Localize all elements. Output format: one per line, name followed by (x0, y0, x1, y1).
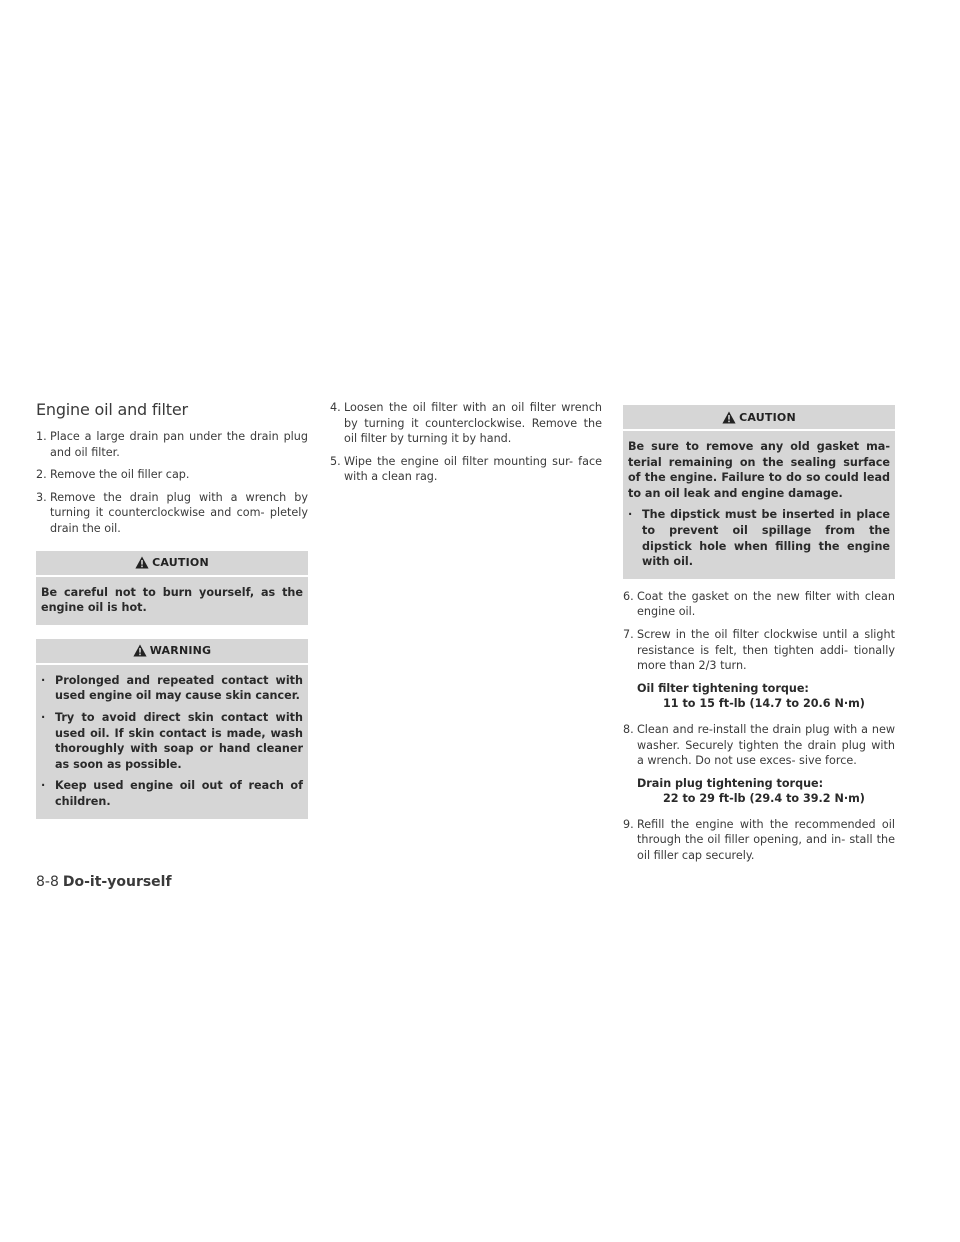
page-number: 8-8 (36, 874, 59, 890)
column-right (623, 400, 895, 871)
step-text: Remove the drain plug with a wrench by turning it counterclockwise and com- pletely drain the oil. (50, 490, 308, 535)
caution-heading: CAUTION (152, 556, 209, 570)
caution-text: Be sure to remove any old gasket ma- terial remaining on the sealing surface of the engine. Failure to do so could lead to an oil leak and engine damage. (628, 440, 890, 500)
step-number: 2. (36, 468, 47, 482)
bullet-dot: · (41, 673, 46, 687)
warning-heading: WARNING (149, 644, 212, 658)
caution-header (36, 551, 308, 577)
column-left (36, 400, 308, 829)
warning-triangle-icon (133, 644, 147, 657)
caution-body (36, 577, 308, 625)
step-text: Refill the engine with the recommended oil through the oil filler opening, and in- stall the oil filler cap securely. (637, 817, 895, 863)
torque-label: Drain plug tightening torque: (637, 776, 824, 790)
step-text: Loosen the oil filter with an oil filter wrench by turning it counterclockwise. Remove the oil filter by turning it by hand. (344, 401, 602, 446)
bullet-dot: · (41, 710, 46, 724)
step-3 (36, 490, 308, 537)
step-number: 5. (330, 454, 341, 468)
warning-header (36, 639, 308, 665)
step-text: Coat the gasket on the new filter with clean engine oil. (637, 589, 895, 619)
warning-bullet (41, 778, 303, 809)
page-footer (36, 874, 172, 890)
step-6 (623, 589, 895, 620)
step-8 (623, 722, 895, 769)
section-name: Do-it-yourself (62, 874, 172, 890)
oil-filter-torque (637, 681, 895, 712)
bullet-dot: · (628, 508, 633, 522)
step-number: 3. (36, 490, 47, 504)
caution-bullet (628, 507, 890, 569)
torque-value: 11 to 15 ft-lb (14.7 to 20.6 N·m) (663, 697, 865, 711)
caution-body (623, 431, 895, 579)
warning-triangle-icon (135, 556, 149, 569)
column-middle (330, 400, 602, 492)
caution-box (623, 405, 895, 579)
step-text: Remove the oil filler cap. (50, 468, 190, 482)
warning-bullet (41, 673, 303, 704)
step-number: 6. (623, 589, 634, 603)
drain-plug-torque (637, 776, 895, 807)
caution-text: Be careful not to burn yourself, as the engine oil is hot. (41, 585, 303, 615)
caution-header (623, 405, 895, 431)
step-number: 4. (330, 401, 341, 414)
torque-value: 22 to 29 ft-lb (29.4 to 39.2 N·m) (663, 792, 865, 806)
step-number: 1. (36, 430, 47, 443)
warning-bullet (41, 710, 303, 772)
step-text: Clean and re-install the drain plug with a new washer. Securely tighten the drain plug with a wrench. Do not use exces- sive force. (637, 722, 895, 768)
warning-triangle-icon (722, 411, 736, 424)
section-title: Engine oil and filter (36, 400, 188, 419)
torque-label: Oil filter tightening torque: (637, 681, 809, 695)
step-text: Place a large drain pan under the drain plug and oil filter. (50, 430, 308, 459)
step-number: 8. (623, 722, 634, 736)
caution-box (36, 551, 308, 625)
warning-box (36, 639, 308, 819)
caution-heading: CAUTION (739, 410, 796, 424)
step-text: Wipe the engine oil filter mounting sur- face with a clean rag. (344, 454, 602, 484)
bullet-text: The dipstick must be inserted in place to prevent oil spillage from the dipstick hole when filling the engine with oil. (642, 508, 890, 569)
bullet-text: Prolonged and repeated contact with used engine oil may cause skin cancer. (55, 673, 303, 703)
step-1 (36, 429, 308, 460)
warning-body (36, 665, 308, 819)
step-number: 7. (623, 627, 634, 641)
step-4 (330, 400, 602, 447)
step-2 (36, 467, 308, 483)
step-5 (330, 454, 602, 485)
bullet-text: Keep used engine oil out of reach of children. (55, 779, 303, 808)
bullet-text: Try to avoid direct skin contact with used oil. If skin contact is made, wash thoroughly with soap or hand cleaner as soon as possible. (55, 710, 303, 771)
step-text: Screw in the oil filter clockwise until a slight resistance is felt, then tighten addi- tionally more than 2/3 turn. (637, 627, 895, 673)
step-9 (623, 817, 895, 864)
step-7 (623, 627, 895, 674)
step-number: 9. (623, 817, 634, 831)
bullet-dot: · (41, 779, 46, 793)
